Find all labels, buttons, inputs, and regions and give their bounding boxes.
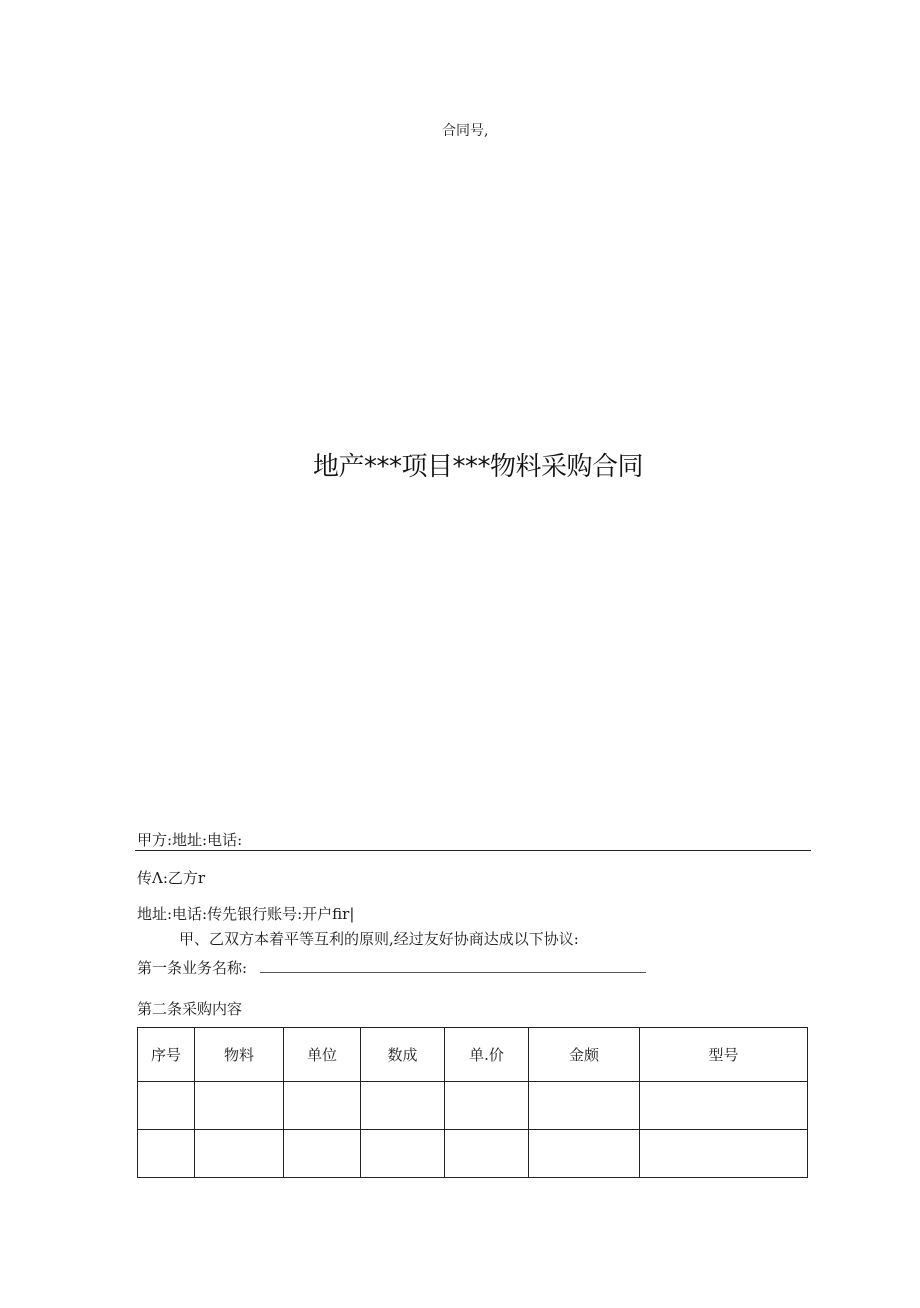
table-cell <box>529 1130 640 1178</box>
column-header-unit: 单位 <box>284 1028 361 1082</box>
column-header-material: 物料 <box>195 1028 284 1082</box>
table-cell <box>640 1082 808 1130</box>
party-a-line: 甲方:地址:电话: <box>137 831 243 849</box>
table-row <box>138 1130 808 1178</box>
purchase-content-table <box>137 1027 808 1178</box>
table-cell <box>361 1130 445 1178</box>
table-cell <box>195 1082 284 1130</box>
table-cell <box>138 1130 195 1178</box>
table-cell <box>284 1082 361 1130</box>
business-name-blank <box>260 972 646 973</box>
article-2-label: 第二条采购内容 <box>137 1000 243 1018</box>
table-cell <box>445 1082 529 1130</box>
table-header-row <box>138 1028 808 1082</box>
table-cell <box>529 1082 640 1130</box>
article-1-label: 第一条业务名称: <box>137 959 248 977</box>
table-cell <box>195 1130 284 1178</box>
column-header-model: 型号 <box>640 1028 808 1082</box>
preamble-paragraph: 甲、乙双方本着平等互利的原则,经过友好协商达成以下协议: <box>179 930 579 948</box>
column-header-amount: 金颇 <box>529 1028 640 1082</box>
table-cell <box>138 1082 195 1130</box>
contract-number-label: 合同号, <box>442 123 489 139</box>
table-cell <box>284 1130 361 1178</box>
party-a-underline <box>135 850 811 851</box>
fax-party-b-line: 传Λ:乙方r <box>137 869 206 887</box>
page-bottom-mask <box>130 1178 830 1308</box>
table-cell <box>445 1130 529 1178</box>
address-bank-line: 地址:电话:传先银行账号:开户fir| <box>137 905 355 923</box>
column-header-serial: 序号 <box>138 1028 195 1082</box>
column-header-unit-price: 单.价 <box>445 1028 529 1082</box>
document-title: 地产***项目***物料采购合同 <box>313 452 644 482</box>
table-cell <box>640 1130 808 1178</box>
table-row <box>138 1082 808 1130</box>
column-header-quantity: 数成 <box>361 1028 445 1082</box>
table-cell <box>361 1082 445 1130</box>
